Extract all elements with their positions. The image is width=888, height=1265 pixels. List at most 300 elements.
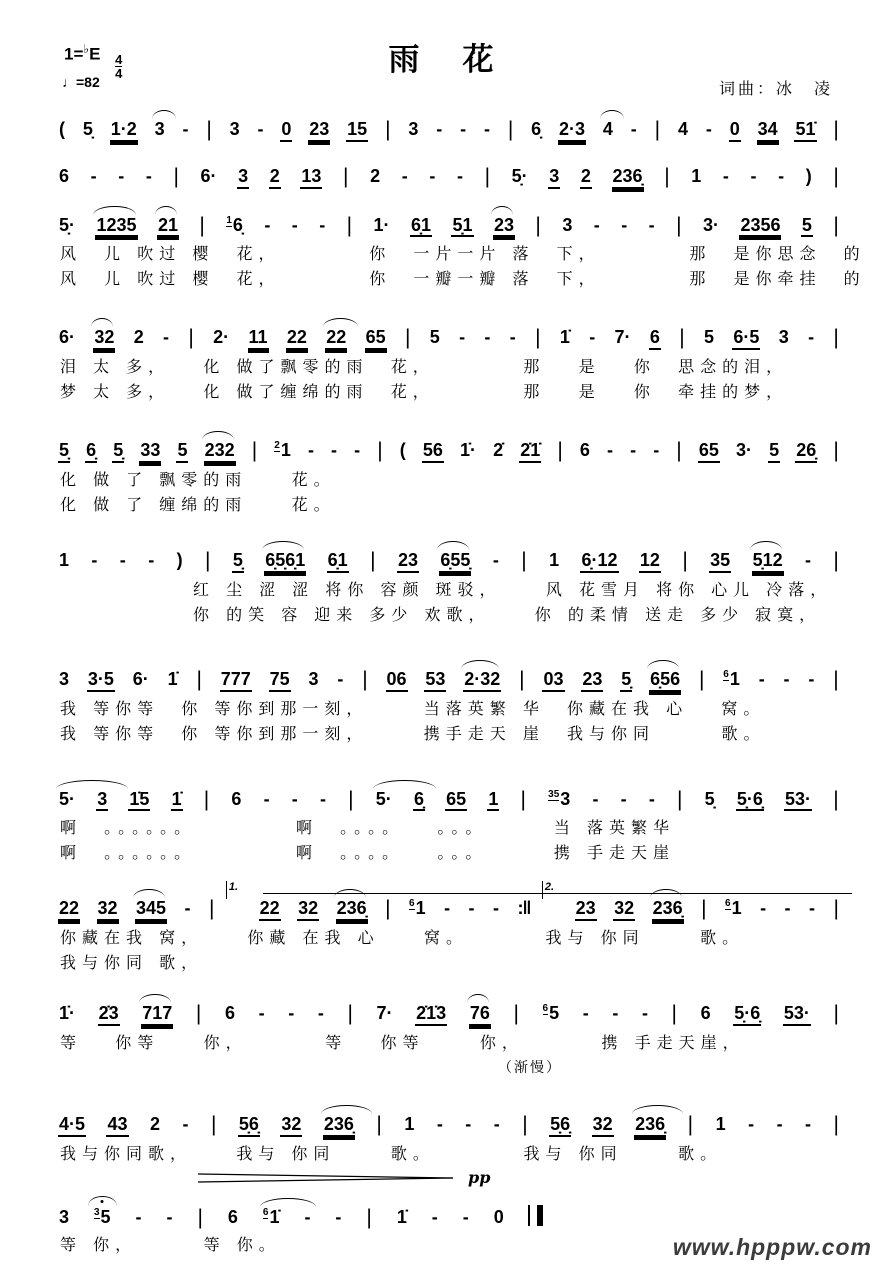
barline: | [385,118,391,141]
note-token: 2̇ [493,440,504,461]
note-token: 1· [373,214,390,235]
note-token: 6· [59,327,76,348]
note-token: - [778,165,785,186]
note-token: - [783,668,790,689]
note-token: 6 [231,788,242,809]
time-signature-denominator: 4 [115,66,123,82]
note-token: 5̣12 [752,551,784,573]
note-token: $^6$5 [542,1003,560,1024]
note-token: 3 [59,668,70,689]
note-token: 22 [286,328,308,350]
note-token: - [760,898,767,919]
note-token: 3 [229,119,240,139]
note-token: 26̣ [795,441,817,463]
note-token: 4 [677,119,688,139]
note-token: 23 [308,120,330,142]
note-token: 0 [729,120,741,142]
note-token: $^6$1 [409,898,426,919]
music-system [58,311,840,400]
note-token: - [589,327,596,348]
note-token: 6̣1 [327,551,349,573]
note-token: 6̣ [413,790,425,812]
grace-note: 6 [725,898,731,910]
notation-line [58,773,840,812]
music-system [58,424,840,513]
barline: | [557,439,563,463]
barline: | [362,667,368,691]
note-token: 3 [778,327,789,348]
note-token: 0 [280,120,292,142]
note-token: $^6$1 [725,898,742,919]
note-token: - [319,214,326,235]
note-token: - [607,440,614,461]
note-token: 4·5 [58,1115,86,1137]
note-token: 32 [613,899,635,921]
notation-line [58,987,840,1026]
note-token: 6 [579,440,590,461]
note-token: 1 [549,549,560,570]
note-token: 6̣56 [649,670,681,692]
note-token: - [436,1113,443,1134]
notation-line [58,424,840,463]
note-token: - [456,165,463,186]
barline: | [682,548,688,572]
music-system [58,1098,840,1162]
note-token: 3 [548,167,560,189]
note-token: - [291,214,298,235]
note-token: 236̣ [336,899,368,921]
note-token: - [354,440,361,461]
note-token: 4 [602,119,613,139]
diminuendo-hairpin [198,1170,840,1186]
lyric-line: 等 你等 你， 等 你等 你， 携 手走天崖， [60,1032,745,1052]
note-token: - [750,165,757,186]
note-token: 1·2 [110,120,138,142]
barline: | [833,548,839,572]
note-token: 32 [93,328,115,350]
note-token: 5̣ [112,441,124,463]
lyric-line: 我与你同歌， 我与 你同 歌。 我与 你同 歌。 [60,1143,723,1163]
note-token: 2 [370,165,381,186]
note-token: - [748,1113,755,1134]
note-token: - [331,440,338,461]
note-token: - [444,898,451,919]
lyric-line: 你 的笑 容 迎来 多少 欢歌， 你 的柔情 送走 多少 寂寞， [60,604,822,624]
barline: | [203,787,210,811]
note-token: - [166,1206,173,1227]
note-token: 23 [575,899,597,921]
barline: | [195,1002,202,1026]
barline: | [654,118,661,141]
note-token: 43 [106,1115,128,1137]
note-token: 5· [59,788,76,809]
barline: | [833,1002,839,1026]
note-token: - [653,440,660,461]
note-token: 32 [592,1115,614,1137]
note-token: 11 [248,328,269,350]
note-token: $^6$1̇ [262,1206,280,1227]
barline: | [208,897,215,921]
note-token: 3 [96,790,108,812]
note-token: - [758,668,765,689]
note-token: 3 [59,1206,70,1227]
note-token: 32 [280,1115,302,1137]
note-token: 5̣ [232,551,244,573]
note-token: $^{35}$3 [548,788,571,809]
note-token: - [460,119,467,139]
barline: | [484,164,491,188]
note-token: - [90,165,97,186]
key-letter: E [89,44,101,64]
watermark: www.hpppw.com [672,1234,872,1260]
note-token: - [484,327,491,348]
barline: | [196,667,202,691]
note-token: 5 [704,327,715,348]
dynamic-pp: pp [468,1168,491,1188]
note-token: 12 [639,551,661,573]
note-token: 5̣ [704,788,715,809]
note-token: - [784,898,791,919]
note-token: 2·3 [558,120,586,142]
note-token: - [288,1003,295,1024]
note-token: 1 [691,165,702,186]
barline: | [671,1002,678,1026]
key-tonic: 1= [64,44,84,64]
note-token: 35 [709,551,731,573]
note-token: 2 [133,327,144,348]
note-token: 5̣1 [451,216,473,238]
note-token: 21 [157,216,179,238]
notation-line [58,103,840,142]
note-token: 03 [542,670,564,692]
note-token: 33 [139,441,161,463]
note-token: 5̣6̣ [238,1115,260,1137]
note-token: $^2$1 [274,440,291,461]
note-token: - [184,898,191,919]
song-title: 雨 花 [388,42,500,78]
barline: | [347,1002,353,1026]
notation-line [58,882,840,921]
note-token: - [257,119,264,139]
note-token: 5̣ [58,441,70,463]
grace-note: 2 [274,440,280,452]
note-token: 7· [614,327,631,348]
note-token: 236̣ [652,899,684,921]
note-token: - [148,549,155,570]
note-token: - [483,119,490,139]
note-token: 2· [213,327,230,348]
grace-note: 6 [409,898,415,910]
note-token: 5 [429,327,440,348]
note-token: - [462,1206,469,1227]
tempo-marking: ♩=82 [62,74,100,90]
time-signature-numerator: 4 [115,51,123,67]
note-token: - [145,165,152,186]
note-token: - [493,1113,500,1134]
note-token: 34 [757,120,779,142]
note-token: $^6$1 [723,668,740,689]
music-system [58,199,866,289]
barline: | [833,1112,839,1136]
note-token: - [705,119,712,139]
note-token: 5 [801,216,813,238]
lyric-line: 化 做 了 飘零的雨 花。 [60,469,336,489]
note-token: 3 [154,119,165,139]
barline: | [833,213,839,237]
note-token: - [641,1003,648,1024]
note-token: 6̣·12 [580,551,618,573]
note-token: - [493,898,500,919]
lyric-line: 我 等你等 你 等你到那一刻， 当落英繁 华 你藏在我 心 窝。 [60,698,766,718]
note-token: - [468,898,475,919]
note-token: 717 [141,1004,173,1026]
note-token: 1̇ [396,1206,407,1227]
note-token: - [337,668,344,689]
note-token: 6 [225,1003,236,1024]
lyric-line: 风 儿 吹过 樱 花， 你 一片一片 落 下， 那 是你思念 的 [60,244,866,264]
note-token: 3 [237,167,249,189]
note-token: - [431,1206,438,1227]
note-token: 1 [404,1113,415,1134]
barline: | [385,897,391,921]
lyric-line: 化 做 了 缠绵的雨 花。 [60,494,336,514]
note-token: - [648,214,655,235]
barline: | [701,897,707,921]
note-token: 5 [176,441,188,463]
note-token: - [436,119,443,139]
barline: | [199,213,205,237]
barline: | [366,1205,372,1229]
flat-sign: ♭ [83,42,90,56]
composer-credit: 词曲：冰 凌 [718,79,833,98]
barline: | [676,439,682,463]
note-token: - [319,788,326,809]
note-token: - [612,1003,619,1024]
barline: | [664,164,670,188]
note-token: - [258,1003,265,1024]
barline: | [679,326,685,350]
barline: | [535,326,541,350]
music-system [58,653,840,742]
note-token: - [182,1113,189,1134]
notation-line [58,1098,840,1137]
lyric-line: 你藏在我 窝， 你藏 在我 心 窝。 我与 你同 歌。 [60,928,745,948]
note-token: 1 [715,1113,726,1134]
note-token: 75 [269,670,291,692]
note-token: 3 [562,214,573,235]
volta-label: 1. [226,881,242,899]
note-token: 2̇1̇3 [415,1004,447,1026]
notation-line [58,653,840,692]
barline: | [535,213,541,237]
note-token: - [805,1113,812,1134]
barline: | [833,439,839,463]
note-token: - [317,1003,324,1024]
note-token: 5̣6̣ [549,1115,571,1137]
barline: | [376,1112,382,1136]
barline: | [833,118,839,141]
note-token: $^1$6̣ [226,214,243,235]
note-token: 6̣55̣ [439,551,471,573]
note-token: - [291,788,298,809]
note-token: 1̇5 [128,790,150,812]
note-token: $^3$5 [93,1206,111,1227]
note-token: 53· [784,790,812,812]
music-system [58,150,840,189]
note-token: 236̣ [612,167,644,189]
note-token: 1̇· [59,1003,76,1024]
note-token: - [401,165,408,186]
note-token: 1 [487,790,499,812]
barline: | [519,667,525,691]
barline: | [513,1002,519,1026]
lyric-line: 我 等你等 你 等你到那一刻， 携手走天 崖 我与你同 歌。 [60,723,766,743]
note-token: - [776,1113,783,1134]
note-token: 76 [469,1004,491,1026]
note-token: - [509,327,516,348]
note-token: 1̇· [460,440,477,461]
music-system [58,103,840,142]
note-token: - [593,214,600,235]
lyric-line: 啊 。。。。。。 啊 。。。。 。。。 当 落英繁华 [60,818,675,838]
note-token: - [429,165,436,186]
note-token: 6̣ [85,441,97,463]
note-token: 5 [768,441,780,463]
barline: | [522,1112,528,1136]
barline: | [173,164,179,188]
grace-note: 35 [548,788,560,800]
note-token: 65 [698,441,720,463]
note-token: - [163,327,170,348]
note-token: 2 [149,1113,160,1134]
note-token: 6 [700,1003,711,1024]
note-token: 06 [386,670,408,692]
note-token: 2̇3 [98,1004,120,1026]
note-token: 5̣· [59,214,76,235]
note-token: 6· [132,668,149,689]
note-token: 32 [297,899,319,921]
tempo-caption: （渐慢） [498,1059,562,1076]
note-token: 23 [397,551,419,573]
note-token: 236̣ [323,1115,355,1137]
note-token: - [582,1003,589,1024]
barline: | [206,118,212,141]
note-token: 51̇ [794,120,816,142]
note-token: 6· [200,165,217,186]
note-token: - [648,788,655,809]
note-token: 3·5 [87,670,115,692]
note-token: 3· [735,440,752,461]
note-token: 23 [493,216,515,238]
music-system [58,773,840,862]
grace-note: 1 [226,214,232,226]
barline: | [204,548,211,572]
grace-note: 6 [262,1206,269,1218]
note-token: - [91,549,98,570]
note-token: - [621,214,628,235]
barline: | [833,667,839,691]
notation-line [58,199,840,238]
note-token: ( [399,440,406,461]
note-token: 3· [702,214,719,235]
note-token: - [118,165,125,186]
barline: | [521,548,527,572]
note-token: 7· [376,1003,393,1024]
note-token: 53· [783,1004,811,1026]
note-token: 6̣ [531,119,542,139]
note-token: 5̣ [620,670,632,692]
barline: | [833,164,839,188]
note-token: 22 [325,328,347,350]
barline: | [346,213,353,237]
note-token: 1̇ [167,668,178,689]
note-token: 65 [445,790,467,812]
music-system [58,987,840,1077]
barline: | [676,213,682,237]
note-token: 236̣ [634,1115,666,1137]
note-token: - [264,214,271,235]
note-token: 2̇1̇ [519,441,541,463]
note-token: - [722,165,729,186]
note-token: - [808,668,815,689]
barline: | [197,1205,203,1229]
note-token: 23 [581,670,603,692]
barline: | [833,326,839,350]
grace-note: 3 [93,1206,100,1218]
barline: | [251,439,258,463]
note-token: 6·5 [732,328,760,350]
note-token: 0 [493,1206,504,1227]
lyric-line: 风 儿 吹过 樱 花， 你 一瓣一瓣 落 下， 那 是你牵挂 的 [60,269,866,289]
barline: | [210,1112,217,1136]
note-token: - [592,788,599,809]
notation-line [58,1188,543,1228]
note-token: ) [176,549,183,570]
note-token: 1 [59,549,70,570]
note-token: 345 [135,899,167,921]
lyric-line: 等 你， 等 你。 [60,1234,281,1254]
grace-note: 6 [723,668,729,680]
note-token: - [620,788,627,809]
note-token: 2 [269,167,281,189]
note-token: 53 [424,670,446,692]
note-token: - [335,1206,342,1227]
note-token: ) [805,165,812,186]
final-barline [528,1205,543,1226]
barline: | [676,787,683,811]
note-token: 3 [308,668,319,689]
note-token: 15 [346,120,368,142]
lyric-line: 啊 。。。。。。 啊 。。。。 。。。 携 手走天崖 [60,843,675,863]
note-token: 13 [300,167,322,189]
note-token: 56 [422,441,444,463]
note-token: 5̣·6̣ [733,1004,761,1026]
note-token: - [630,119,637,139]
hairpin-lines-icon [198,1172,458,1184]
barline: | [520,787,526,811]
note-token: 777 [220,670,252,692]
volta-label: 2. [542,881,558,899]
grace-note: 6 [542,1003,549,1015]
note-token: 6̣1 [410,216,432,238]
note-token: - [119,549,126,570]
note-token: 22 [259,899,281,921]
note-token: 1235 [95,216,137,238]
barline: | [507,118,514,141]
note-token: - [492,549,499,570]
note-token: 65 [365,328,387,350]
note-token: 2·32 [463,670,501,692]
